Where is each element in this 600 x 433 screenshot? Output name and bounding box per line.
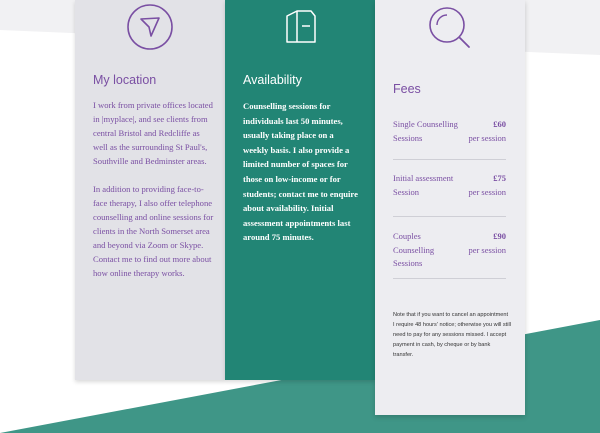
calendar-icon: [275, 2, 325, 52]
fees-title: Fees: [393, 82, 421, 96]
fee-item-initial: [393, 172, 506, 217]
fees-card: [375, 0, 525, 415]
fee-name: Couples Counselling Sessions: [393, 231, 435, 268]
fee-amount: £60: [493, 119, 506, 129]
availability-title: Availability: [243, 73, 302, 87]
cancellation-note: Note that if you want to cancel an appointment I require 48 hours' notice; otherwise you will still need to pay for any sessions missed. I accept payment in cash, by cheque or by bank transfer.: [393, 312, 511, 358]
fee-amount: £75: [493, 173, 506, 183]
location-arrow-icon: [125, 2, 175, 52]
fee-unit: per session: [468, 132, 506, 143]
fee-name: Single Counselling Sessions: [393, 119, 458, 143]
fee-unit: per session: [468, 244, 506, 255]
fee-item-single: [393, 118, 506, 160]
availability-text: Counselling sessions for individuals last 50 minutes, usually taking place on a weekly basis. I also provide a limited number of spaces for those on low-income or for students; contact me to enquire about availability. Initial assessment appointments last around 75 minutes.: [243, 101, 358, 243]
fee-name: Initial assessment Session: [393, 173, 454, 197]
fees-list: [393, 118, 506, 279]
location-title: My location: [93, 73, 157, 87]
magnifier-icon: [425, 3, 475, 53]
fee-amount: £90: [493, 231, 506, 241]
location-paragraph-2: In addition to providing face-to-face therapy, I also offer telephone counselling and online sessions for clients in the North Somerset area and beyond via Zoom or Skype. Contact me to find out more about how online therapy works.: [93, 184, 214, 278]
location-paragraph-1: I work from private offices located in |myplace|, and see clients from central Bristol and Redcliffe as well as the surrounding St Paul's, Southville and Bedminster areas.: [93, 100, 213, 166]
fee-price: [468, 172, 506, 199]
location-text: [93, 98, 215, 280]
fee-price: [468, 230, 506, 257]
fee-price: [446, 118, 506, 145]
fee-unit: per session: [468, 186, 506, 197]
fee-item-couples: [393, 230, 506, 279]
availability-card: [225, 0, 375, 380]
location-card: [75, 0, 225, 380]
